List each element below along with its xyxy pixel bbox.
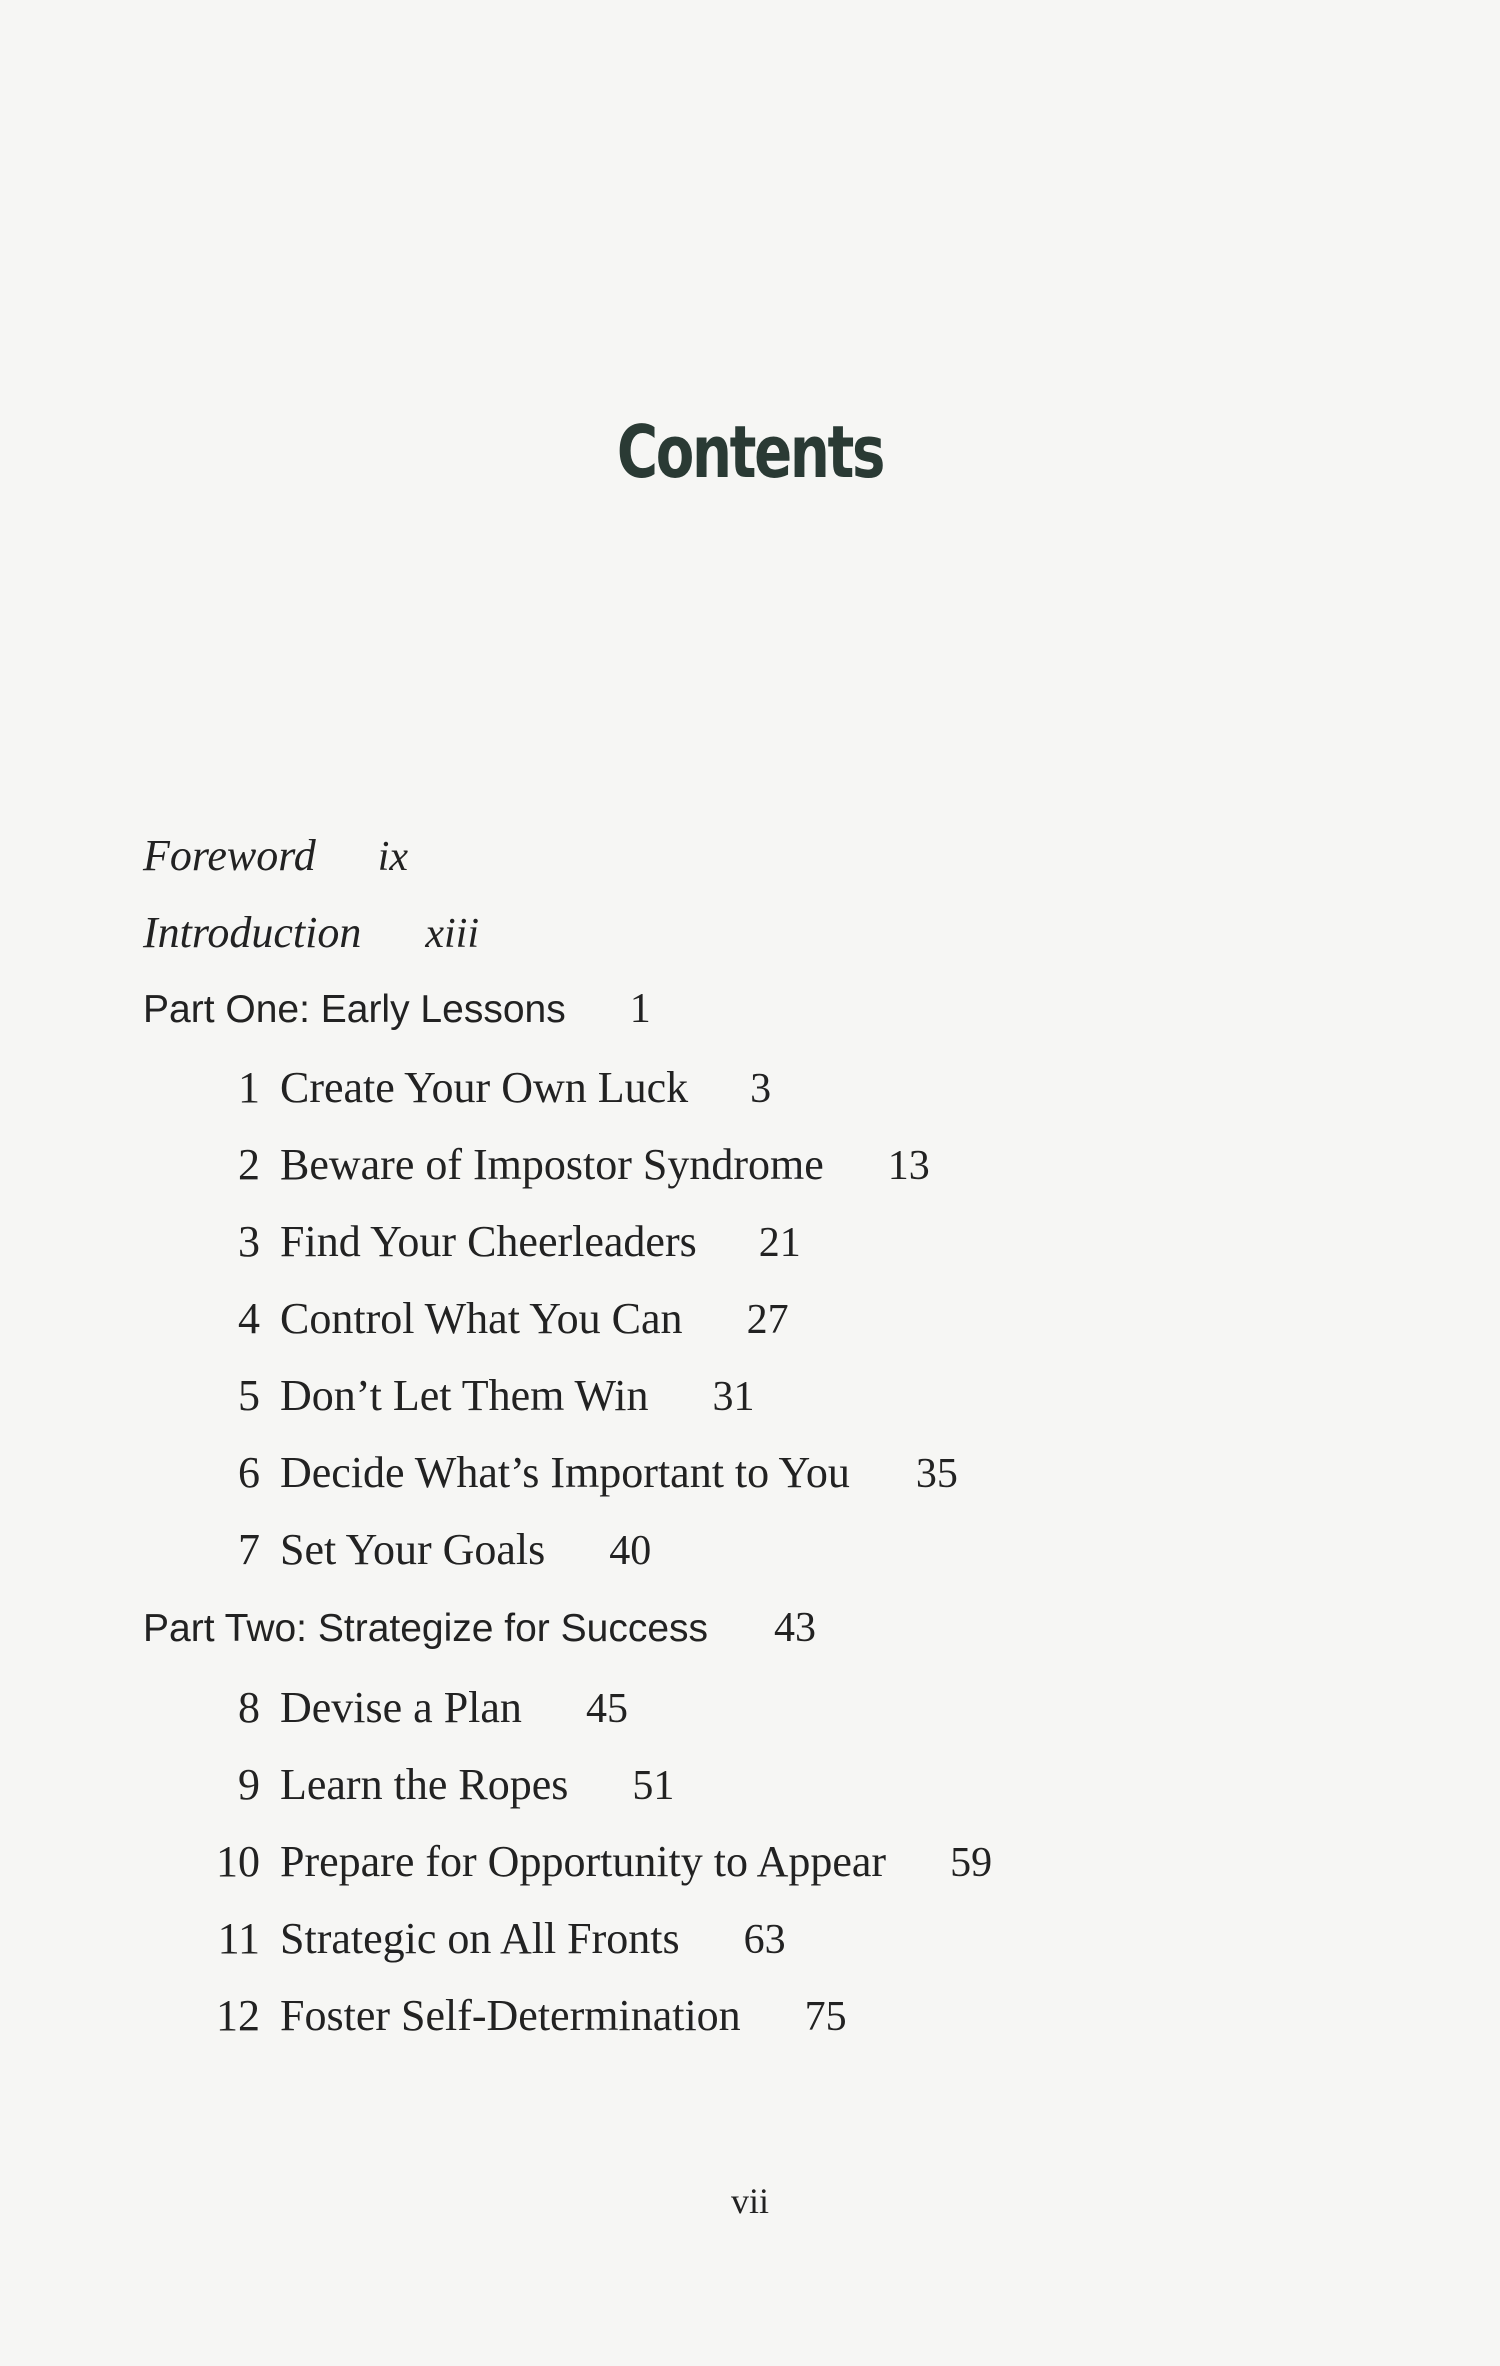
chapter-title: Control What You Can	[280, 1294, 683, 1343]
toc-chapter	[200, 1913, 786, 1983]
chapter-title: Create Your Own Luck	[280, 1063, 689, 1112]
toc-chapter	[200, 1139, 930, 1209]
chapter-number: 3	[238, 1217, 260, 1266]
chapter-page: 45	[585, 1686, 628, 1732]
toc-chapter	[200, 1759, 674, 1829]
chapter-page: 63	[743, 1917, 786, 1963]
chapter-title: Foster Self-Determination	[280, 1991, 741, 2040]
chapter-page: 40	[609, 1528, 652, 1574]
chapter-number: 10	[216, 1837, 260, 1886]
toc-chapter	[200, 1524, 651, 1594]
chapter-number: 11	[217, 1914, 260, 1963]
entry-label: Foreword	[143, 831, 316, 880]
chapter-number: 1	[238, 1063, 260, 1112]
chapter-page: 31	[712, 1374, 755, 1420]
chapter-title: Learn the Ropes	[280, 1760, 569, 1809]
chapter-title: Set Your Goals	[280, 1525, 546, 1574]
chapter-title: Devise a Plan	[280, 1683, 522, 1732]
toc-chapter	[200, 1990, 847, 2060]
chapter-number: 8	[238, 1683, 260, 1732]
chapter-number: 6	[238, 1448, 260, 1497]
toc-entry-introduction	[143, 907, 479, 977]
chapter-number: 2	[238, 1140, 260, 1189]
chapter-title: Strategic on All Fronts	[280, 1914, 680, 1963]
part-label: Part One: Early Lessons	[143, 988, 566, 1031]
entry-page: ix	[377, 834, 409, 880]
entry-label: Introduction	[143, 908, 362, 957]
toc-chapter	[200, 1370, 755, 1440]
toc-part-one	[143, 985, 651, 1055]
part-label: Part Two: Strategize for Success	[143, 1607, 709, 1650]
part-page: 43	[774, 1605, 817, 1651]
chapter-page: 51	[632, 1763, 675, 1809]
toc-chapter	[200, 1447, 958, 1517]
chapter-page: 59	[950, 1840, 993, 1886]
chapter-title: Prepare for Opportunity to Appear	[280, 1837, 887, 1886]
chapter-number: 9	[238, 1760, 260, 1809]
chapter-title: Find Your Cheerleaders	[280, 1217, 697, 1266]
chapter-page: 27	[746, 1297, 789, 1343]
chapter-page: 35	[915, 1451, 958, 1497]
chapter-page: 21	[758, 1220, 801, 1266]
toc-chapter	[200, 1216, 801, 1286]
chapter-title: Don’t Let Them Win	[280, 1371, 649, 1420]
chapter-title: Beware of Impostor Syndrome	[280, 1140, 824, 1189]
chapter-number: 7	[238, 1525, 260, 1574]
part-page: 1	[629, 986, 651, 1032]
chapter-number: 12	[216, 1991, 260, 2040]
toc-part-two	[143, 1604, 816, 1674]
chapter-number: 5	[238, 1371, 260, 1420]
chapter-page: 3	[750, 1066, 772, 1112]
entry-page: xiii	[425, 911, 480, 957]
toc-chapter	[200, 1293, 789, 1363]
page-title: Contents	[616, 410, 884, 494]
chapter-page: 75	[804, 1994, 847, 2040]
toc-chapter	[200, 1682, 628, 1752]
page-number: vii	[730, 2181, 769, 2221]
chapter-number: 4	[238, 1294, 260, 1343]
toc-chapter	[200, 1062, 771, 1132]
chapter-title: Decide What’s Important to You	[280, 1448, 850, 1497]
chapter-page: 13	[887, 1143, 930, 1189]
toc-entry-foreword	[143, 830, 408, 900]
toc-chapter	[200, 1836, 992, 1906]
